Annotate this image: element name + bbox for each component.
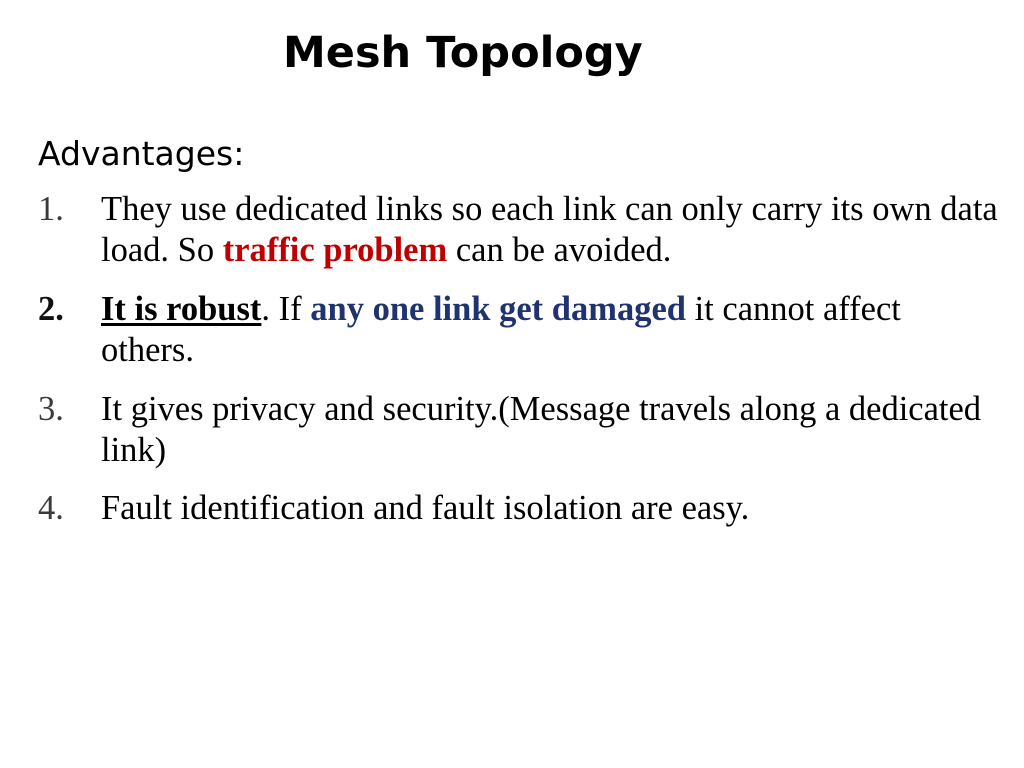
list-item	[38, 189, 998, 271]
list-item-number: 1.	[38, 190, 64, 228]
list-item-text-before: They use dedicated links so each link can only carry its own data load. So	[101, 190, 998, 269]
list-item	[38, 289, 998, 371]
list-item-number: 2.	[38, 290, 64, 328]
list-item-text: Fault identification and fault isolation are easy.	[101, 489, 750, 527]
list-item	[38, 488, 998, 529]
link-damaged-highlight: any one link get damaged	[310, 290, 686, 328]
list-item-number: 4.	[38, 489, 64, 527]
robust-emphasis: It is robust	[101, 290, 262, 328]
list-item-text: It gives privacy and security.(Message travels along a dedicated link)	[101, 390, 982, 469]
advantages-heading: Advantages:	[38, 134, 245, 173]
list-item-text-after: can be avoided.	[447, 231, 672, 269]
traffic-problem-highlight: traffic problem	[222, 231, 448, 269]
list-item-text	[101, 189, 998, 271]
slide-title: Mesh Topology	[283, 28, 643, 78]
list-item-text-after: it cannot affect others.	[101, 290, 901, 369]
list-item-text-mid: . If	[261, 290, 311, 328]
list-item	[38, 389, 998, 471]
list-item-text	[101, 289, 998, 371]
list-item-number: 3.	[38, 390, 64, 428]
